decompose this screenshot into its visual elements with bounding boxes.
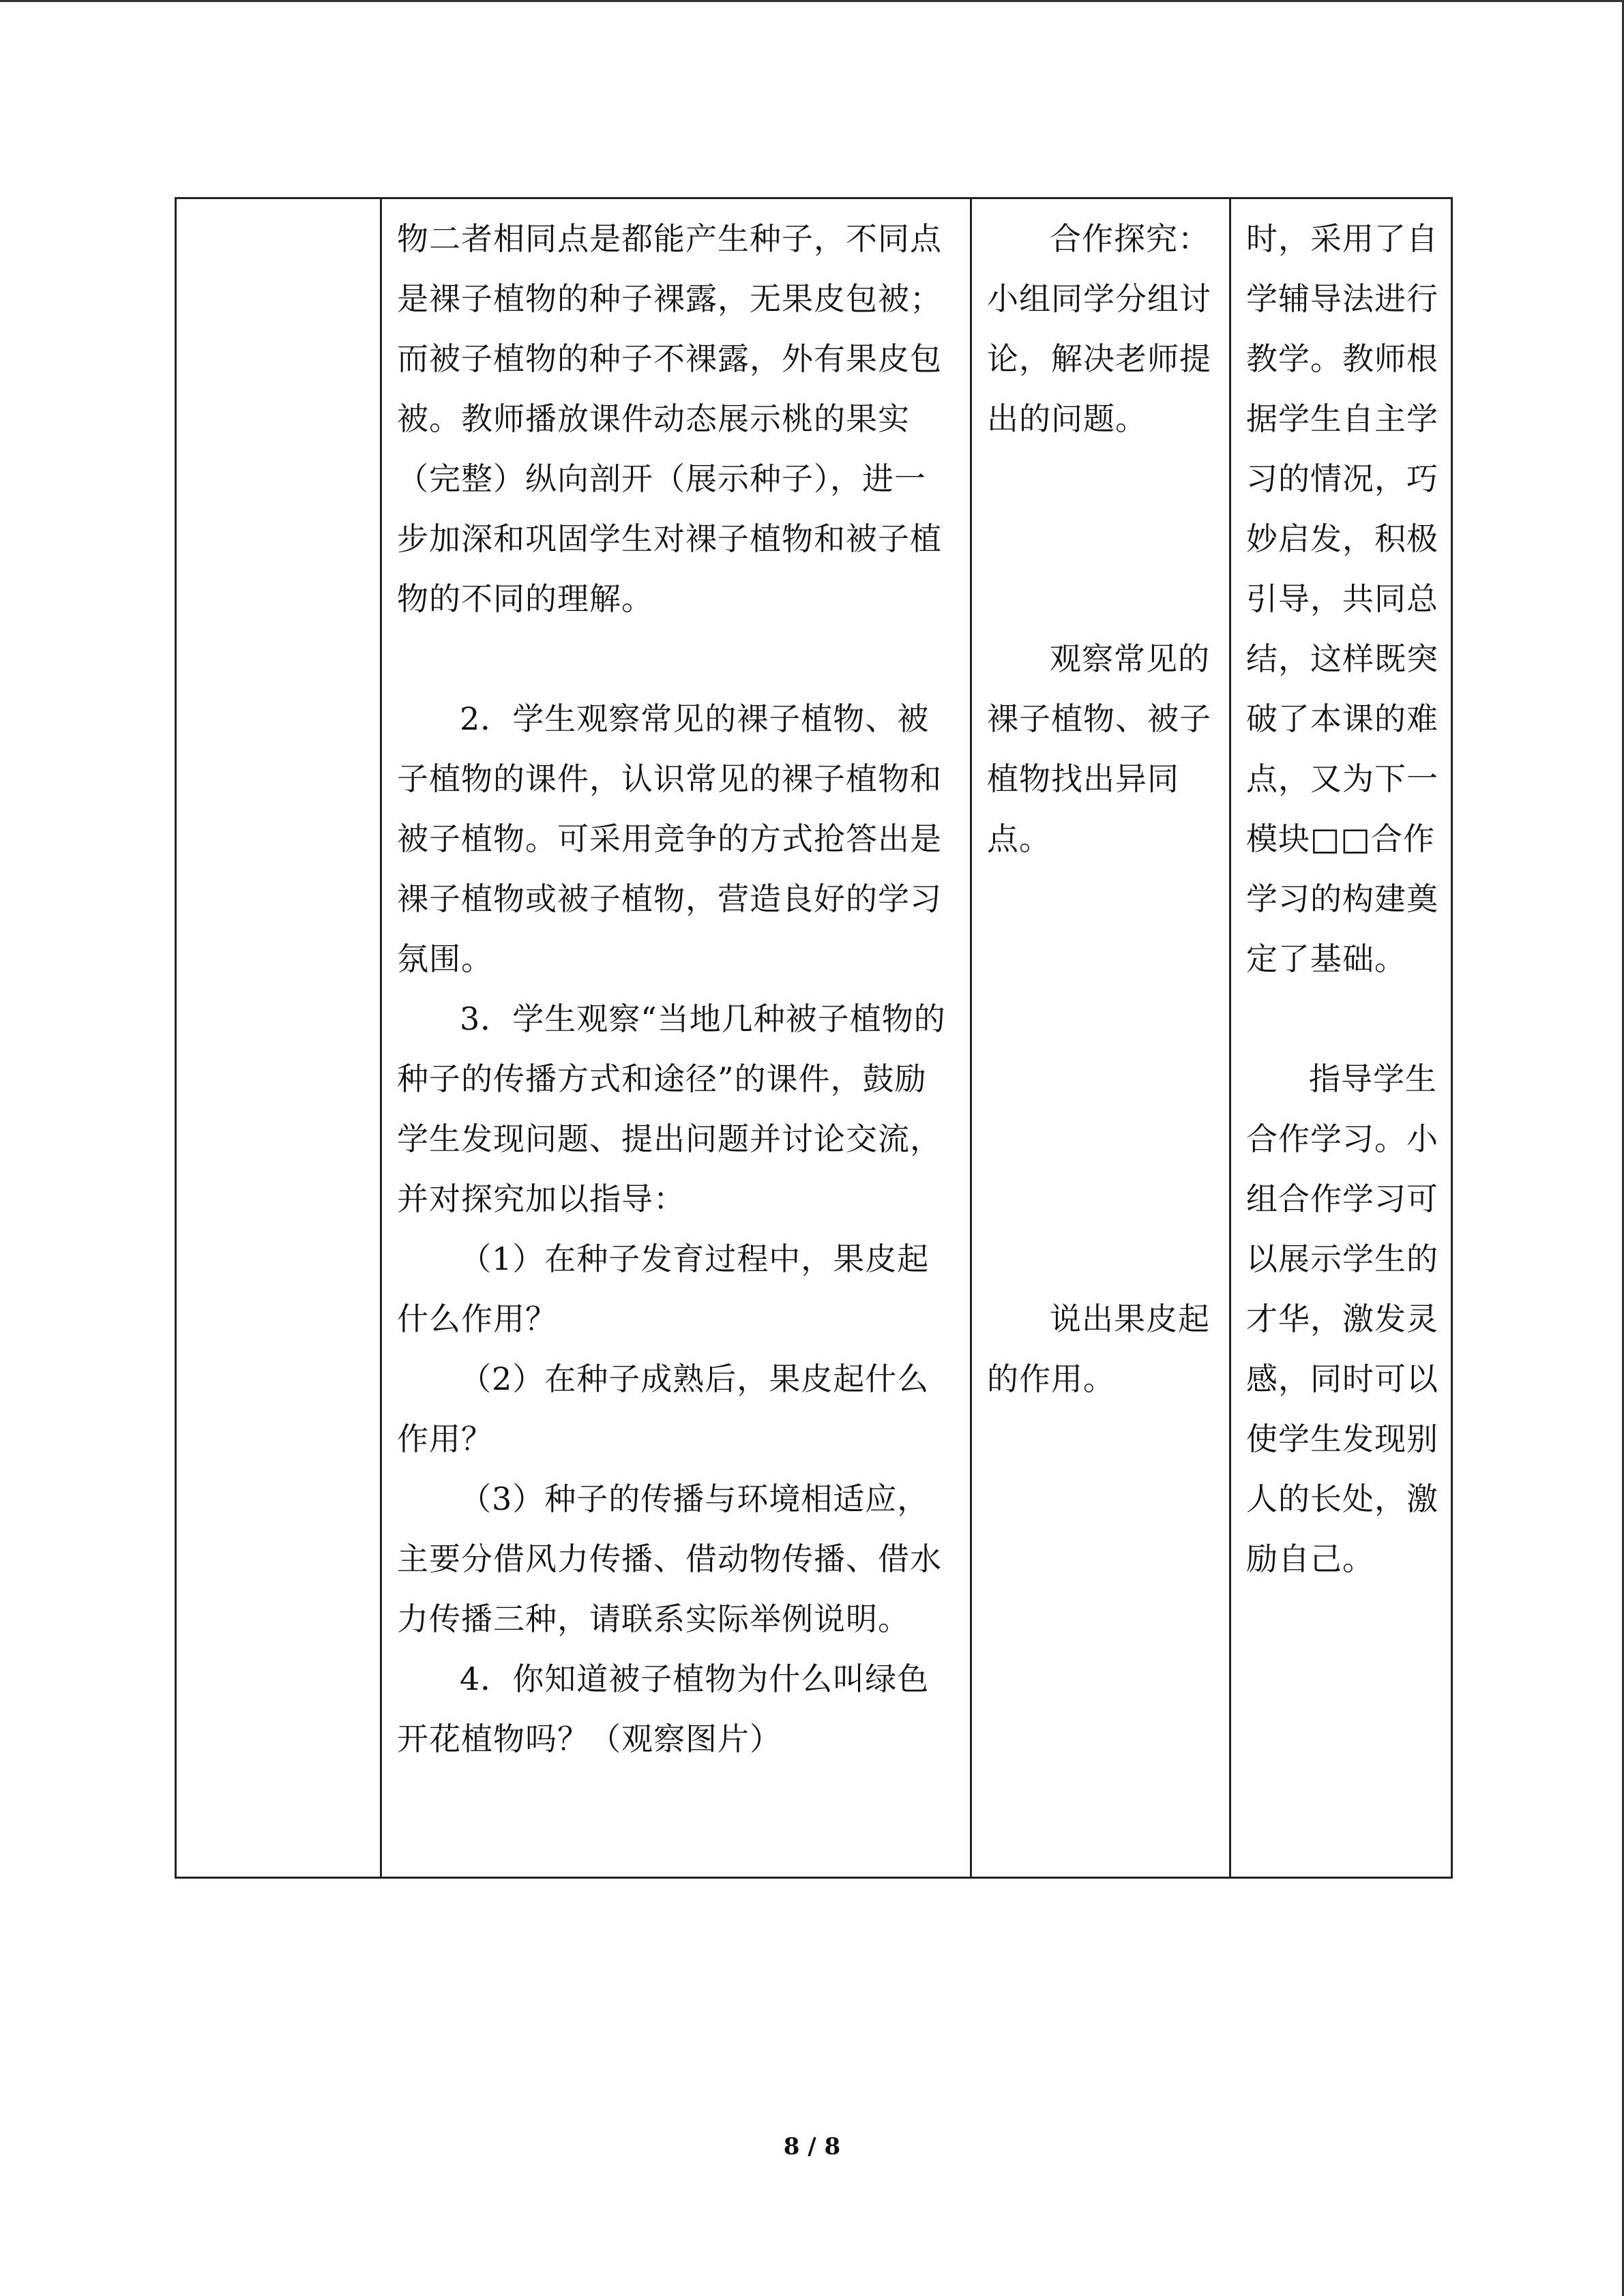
student-activity-3: 说出果皮起的作用。	[987, 1300, 1210, 1397]
page-number: 8 / 8	[783, 2133, 841, 2160]
teacher-paragraph-3: 3．学生观察“当地几种被子植物的种子的传播方式和途径”的课件，鼓励学生发现问题、提出问题并讨论交流，并对探究加以指导：	[397, 1000, 946, 1217]
table-row	[176, 198, 1452, 1878]
teacher-paragraph-1: 物二者相同点是都能产生种子，不同点是裸子植物的种子裸露，无果皮包被；而被子植物的种子不裸露，外有果皮包被。教师播放课件动态展示桃的果实（完整）纵向剖开（展示种子），进一步加深和巩固学生对裸子植物和被子植物的不同的理解。	[397, 220, 942, 617]
teacher-paragraph-4: 4．你知道被子植物为什么叫绿色开花植物吗？（观察图片）	[397, 1660, 930, 1757]
student-activity-2: 观察常见的裸子植物、被子植物找出异同点。	[987, 640, 1211, 857]
design-intent-1: 时，采用了自学辅导法进行教学。教师根据学生自主学习的情况，巧妙启发，积极引导，共同总结，这样既突破了本课的难点，又为下一模块□□合作学习的构建奠定了基础。	[1246, 220, 1438, 977]
teacher-activity-cell	[381, 198, 971, 1878]
question-3: （3）种子的传播与环境相适应，主要分借风力传播、借动物传播、借水力传播三种，请联系实际举例说明。	[397, 1480, 942, 1637]
teacher-paragraph-2: 2．学生观察常见的裸子植物、被子植物的课件，认识常见的裸子植物和被子植物。可采用竞争的方式抢答出是裸子植物或被子植物，营造良好的学习氛围。	[397, 700, 942, 977]
stage-cell	[176, 198, 381, 1878]
lesson-plan-table	[175, 197, 1453, 1879]
design-intent-cell	[1230, 198, 1452, 1878]
question-2: （2）在种子成熟后，果皮起什么作用？	[397, 1360, 930, 1457]
student-activity-1: 合作探究：小组同学分组讨论，解决老师提出的问题。	[987, 220, 1211, 437]
question-1: （1）在种子发育过程中，果皮起什么作用？	[397, 1240, 930, 1337]
design-intent-2: 指导学生合作学习。小组合作学习可以展示学生的才华，激发灵感，同时可以使学生发现别人的长处，激励自己。	[1246, 1060, 1438, 1577]
student-activity-cell	[971, 198, 1230, 1878]
